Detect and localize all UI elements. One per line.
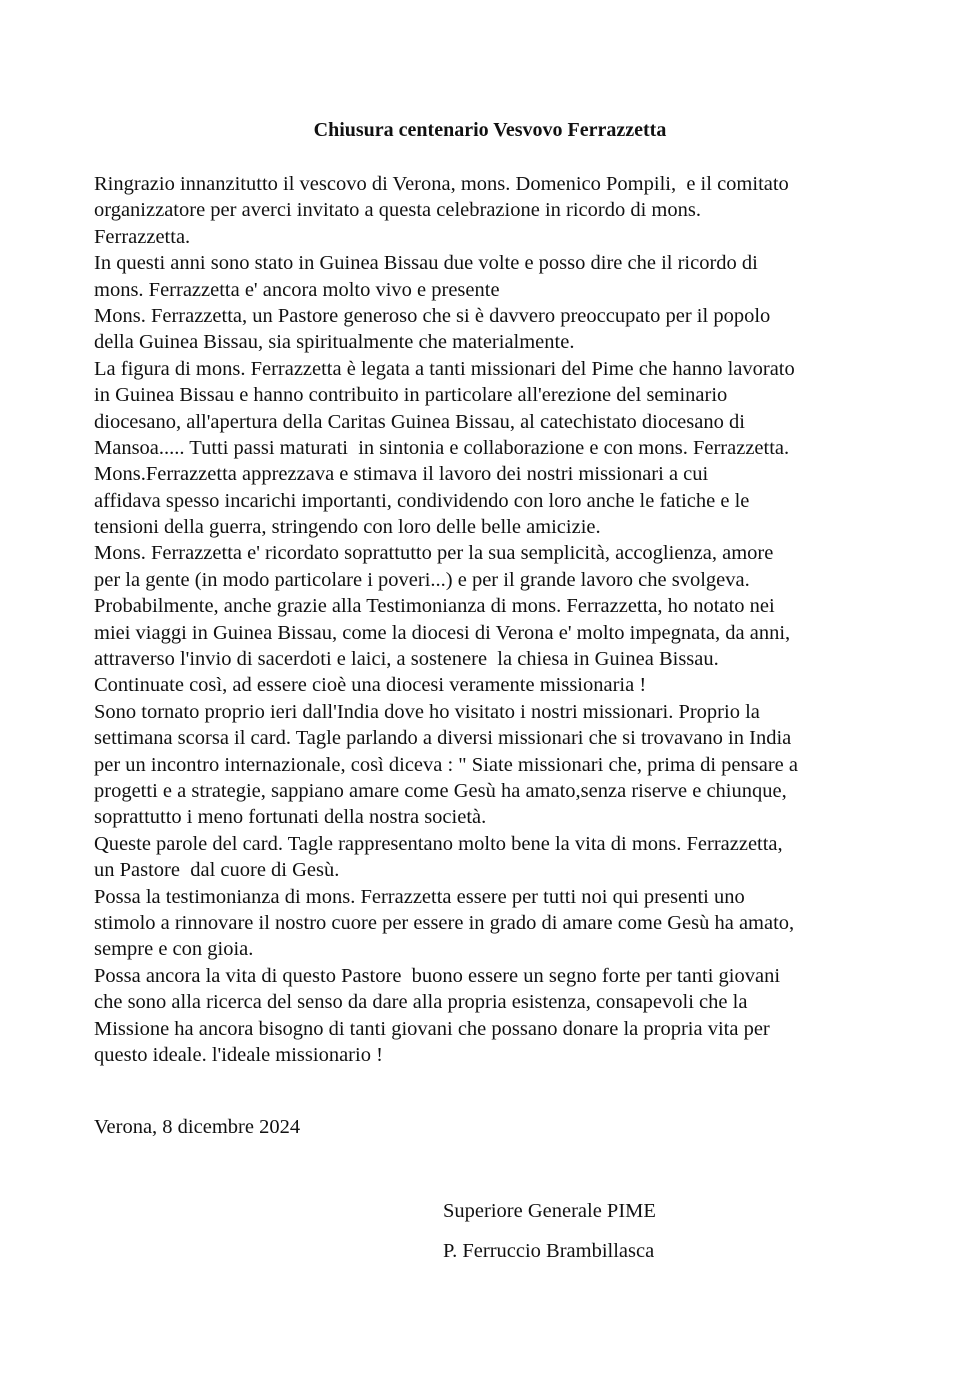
text-line: Missione ha ancora bisogno di tanti giovani che possano donare la propria vita per bbox=[94, 1017, 770, 1040]
text-line: sempre e con gioia. bbox=[94, 938, 254, 961]
text-line: Queste parole del card. Tagle rappresentano molto bene la vita di mons. Ferrazzetta, bbox=[94, 832, 783, 855]
text-line: questo ideale. l'ideale missionario ! bbox=[94, 1043, 383, 1066]
text-line: che sono alla ricerca del senso da dare alla propria esistenza, consapevoli che la bbox=[94, 991, 748, 1014]
text-line: Mansoa..... Tutti passi maturati in sintonia e collaborazione e con mons. Ferrazzetta. bbox=[94, 436, 790, 459]
text-line: Possa ancora la vita di questo Pastore buono essere un segno forte per tanti giovani bbox=[94, 964, 781, 987]
text-line: affidava spesso incarichi importanti, condividendo con loro anche le fatiche e le bbox=[94, 489, 750, 512]
text-line: stimolo a rinnovare il nostro cuore per essere in grado di amare come Gesù ha amato, bbox=[94, 911, 795, 934]
text-line: per la gente (in modo particolare i poveri...) e per il grande lavoro che svolgeva. bbox=[94, 568, 750, 591]
text-line: Mons. Ferrazzetta e' ricordato soprattutto per la sua semplicità, accoglienza, amore bbox=[94, 542, 774, 565]
letter-body bbox=[94, 171, 798, 1068]
document-title: Chiusura centenario Vesvovo Ferrazzetta bbox=[313, 119, 667, 141]
text-line: diocesano, all'apertura della Caritas Guinea Bissau, al catechistato diocesano di bbox=[94, 410, 745, 433]
text-line: Continuate così, ad essere cioè una diocesi veramente missionaria ! bbox=[94, 674, 647, 697]
text-line: Sono tornato proprio ieri dall'India dove ho visitato i nostri missionari. Proprio la bbox=[94, 700, 760, 723]
signature-role: Superiore Generale PIME bbox=[443, 1200, 656, 1222]
text-line: in Guinea Bissau e hanno contribuito in particolare all'erezione del seminario bbox=[94, 384, 728, 407]
text-line: Ringrazio innanzitutto il vescovo di Verona, mons. Domenico Pompili, e il comitato bbox=[94, 173, 789, 195]
text-line: organizzatore per averci invitato a questa celebrazione in ricordo di mons. bbox=[94, 199, 701, 222]
text-line: Ferrazzetta. bbox=[94, 225, 191, 248]
text-line: un Pastore dal cuore di Gesù. bbox=[94, 859, 340, 882]
signature-name: P. Ferruccio Brambillasca bbox=[443, 1240, 655, 1262]
text-line: miei viaggi in Guinea Bissau, come la diocesi di Verona e' molto impegnata, da anni, bbox=[94, 621, 791, 644]
text-line: settimana scorsa il card. Tagle parlando a diversi missionari che si trovavano in India bbox=[94, 727, 792, 750]
date-line: Verona, 8 dicembre 2024 bbox=[94, 1116, 301, 1138]
text-line: attraverso l'invio di sacerdoti e laici, a sostenere la chiesa in Guinea Bissau. bbox=[94, 648, 719, 671]
text-line: Mons.Ferrazzetta apprezzava e stimava il lavoro dei nostri missionari a cui bbox=[94, 463, 709, 486]
text-line: Possa la testimonianza di mons. Ferrazzetta essere per tutti noi qui presenti uno bbox=[94, 885, 745, 908]
text-line: Probabilmente, anche grazie alla Testimonianza di mons. Ferrazzetta, ho notato nei bbox=[94, 595, 775, 618]
text-line: Mons. Ferrazzetta, un Pastore generoso che si è davvero preoccupato per il popolo bbox=[94, 304, 771, 327]
text-line: soprattutto i meno fortunati della nostra società. bbox=[94, 806, 487, 829]
text-line: tensioni della guerra, stringendo con loro delle belle amicizie. bbox=[94, 516, 601, 539]
text-line: In questi anni sono stato in Guinea Bissau due volte e posso dire che il ricordo di bbox=[94, 252, 758, 275]
text-line: progetti e a strategie, sappiano amare come Gesù ha amato,senza riserve e chiunque, bbox=[94, 779, 787, 802]
text-line: per un incontro internazionale, così diceva : " Siate missionari che, prima di pensare a bbox=[94, 753, 798, 776]
text-line: della Guinea Bissau, sia spiritualmente che materialmente. bbox=[94, 331, 575, 354]
text-line: La figura di mons. Ferrazzetta è legata a tanti missionari del Pime che hanno lavorato bbox=[94, 357, 795, 380]
text-line: mons. Ferrazzetta e' ancora molto vivo e presente bbox=[94, 278, 500, 301]
